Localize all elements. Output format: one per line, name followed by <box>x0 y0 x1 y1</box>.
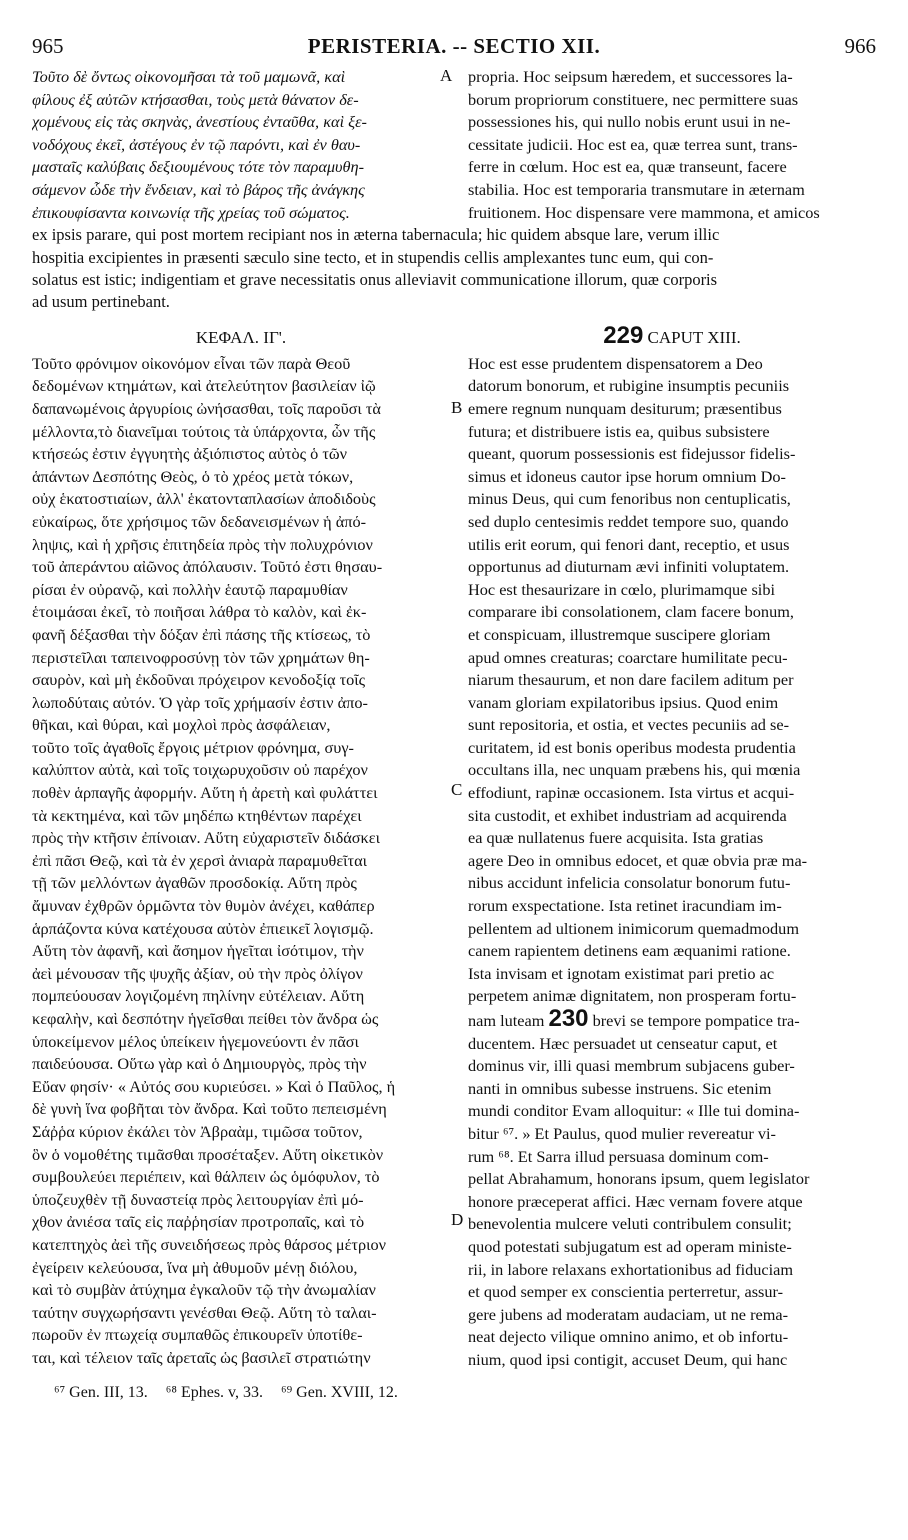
latin-body-column <box>468 353 876 1372</box>
greek-text-line: ποθὲν ἁρπαγῆς ἀφορμήν. Αὕτη ἡ ἀρετὴ καὶ φυλάττει <box>32 783 378 803</box>
latin-text-line: borum propriorum constituere, nec permittere suas <box>468 89 799 109</box>
latin-text-line: benevolentia mulcere veluti contribulem consulit; <box>468 1214 792 1234</box>
greek-text-line: χθον ἀνιέσα ταῖς εἰς παῤῥησίαν προτροπαῖς, καὶ τὸ <box>32 1212 365 1232</box>
greek-text-line: νοδόχους ἐκεῖ, ἀστέγους ἐν τῷ παρόντι, καὶ ἐν θαυ- <box>32 134 361 154</box>
latin-text-line: neat dejecto vilique omnino animo, et ob infortu- <box>468 1327 789 1347</box>
latin-text-line: comparare ibi consolationem, clam facere bonum, <box>468 602 794 622</box>
greek-text-line: τοῦτο τοῖς ἀγαθοῖς ἔργοις μέτριον φρόνημα, συγ- <box>32 737 354 757</box>
greek-text-line: τοῦ ἀπεράντου αἰῶνος ἀπόλαυσιν. Τοῦτό ἐστι θησαυ- <box>32 557 383 577</box>
top-two-column-block <box>32 66 876 224</box>
latin-text-line: futura; et distribuere istis ea, quibus subsistere <box>468 421 770 441</box>
latin-text-line: nam luteam 230 brevi se tempore pompatice tra- <box>468 1008 876 1033</box>
latin-text-line: ea quæ nullatenus fuere acquisita. Ista gratias <box>468 828 764 848</box>
greek-text-line: ὑποζευχθὲν τῇ δυναστείᾳ πρὸς λειτουργίαν ἐπὶ μό- <box>32 1189 364 1209</box>
latin-text-line: quod potestati subjugatum est ad operam ministe- <box>468 1236 792 1256</box>
footnote-68: ⁶⁸ Ephes. v, 33. <box>165 1383 264 1401</box>
latin-full-width-line: hospitia excipientes in præsenti sæculo sine tecto, et in stupendis cellis amplexantes tunc eum, qui con- <box>32 247 714 267</box>
column-number-230: 230 <box>548 1008 589 1032</box>
footnote-67: ⁶⁷ Gen. III, 13. <box>54 1383 148 1401</box>
latin-text-line: apud omnes creaturas; coarctare humilitate pecu- <box>468 647 788 667</box>
latin-text-line: rorum exspectatione. Ista retinet iracundiam im- <box>468 896 782 916</box>
latin-text-line: fruitionem. Hoc dispensare vere mammona, et amicos <box>468 202 820 222</box>
latin-text-line: et quod semper ex conscientia perterretur, assur- <box>468 1282 784 1302</box>
greek-text-line: καλύπτον αὐτὰ, καὶ τοῖς τοιχωρυχοῦσιν οὐ παρέχον <box>32 760 368 780</box>
greek-text-line: καὶ τὸ συμβὰν ἀτύχημα ἐγκαλοῦν τῷ τὴν ἀνωμαλίαν <box>32 1280 376 1300</box>
greek-text-line: κτήσεώς ἐστιν ἐγγυητὴς ἀξιόπιστος αὐτὸς ὁ τῶν <box>32 444 347 464</box>
greek-text-line: Τοῦτο φρόνιμον οἰκονόμον εἶναι τῶν παρὰ Θεοῦ <box>32 353 351 373</box>
latin-text-line: ducentem. Hæc persuadet ut censeatur caput, et <box>468 1033 778 1053</box>
latin-top-column <box>468 66 876 224</box>
greek-text-line: Τοῦτο δὲ ὄντως οἰκονομῆσαι τὰ τοῦ μαμωνᾶ, καὶ <box>32 67 346 86</box>
greek-text-line: ἀεὶ μένουσαν τῆς ψυχῆς ἀξίαν, οὐ τὴν πρὸς ὀλίγον <box>32 963 363 983</box>
latin-text-line: Hoc est thesaurizare in cœlo, plurimamque sibi <box>468 579 775 599</box>
latin-text-line: bitur ⁶⁷. » Et Paulus, quod mulier revereatur vi- <box>468 1123 776 1143</box>
greek-text-line: ἑτοιμάσαι ἐκεῖ, τὸ ποιῆσαι λάθρα τὸ καλὸν, καὶ ἐκ- <box>32 602 367 622</box>
footnote-69: ⁶⁹ Gen. XVIII, 12. <box>281 1383 398 1401</box>
greek-text-line: ἐπὶ πᾶσι Θεῷ, καὶ τὰ ἐν χερσὶ ἀνιαρὰ παραμυθεῖται <box>32 850 367 870</box>
greek-text-line: χομένους εἰς τὰς σκηνὰς, ἀνεστίους ἐνταῦθα, καὶ ξε- <box>32 112 367 132</box>
greek-text-line: τὰ κεκτημένα, καὶ τῶν μηδέπω κτηθέντων παρέχει <box>32 805 362 825</box>
greek-text-line: δὲ γυνὴ ἵνα φοβῆται τὸν ἄνδρα. Καὶ τοῦτο πεπεισμένη <box>32 1099 387 1119</box>
latin-text-line: Ista invisam et ignotam existimat pari pretio ac <box>468 963 775 983</box>
running-title: PERISTERIA. -- SECTIO XII. <box>307 34 601 58</box>
chapter-heading-row <box>32 322 876 350</box>
greek-chapter-heading: ΚΕΦΑΛ. ΙΓ'. <box>195 327 287 347</box>
greek-body-column <box>32 353 450 1372</box>
margin-marker-d: D <box>451 1210 464 1229</box>
latin-text-line: nium, quod ipsi contigit, accuset Deum, qui hanc <box>468 1349 788 1369</box>
greek-text-line: ταύτην συγχωρήσαντι γενέσθαι Θεῷ. Αὕτη τὸ ταλαι- <box>32 1302 377 1322</box>
latin-text-line: ferre in cœlum. Hoc est ea, quæ transeunt, facere <box>468 157 787 177</box>
latin-text-line: pellentem ad ultionem inimicorum quemadmodum <box>468 918 799 938</box>
margin-marker-c: C <box>451 780 463 799</box>
greek-text-line: πρὸς τὴν κτῆσιν ἐπίνοιαν. Αὕτη εὐχαριστεῖν διδάσκει <box>32 828 380 848</box>
latin-text-line: rii, in labore relaxans exhortationibus ad fiduciam <box>468 1259 794 1279</box>
latin-text-line: curitatem, id est bonis operibus modesta prudentia <box>468 737 796 757</box>
latin-text-line: gere jubens ad moderatam audaciam, ut ne rema- <box>468 1304 789 1324</box>
latin-text-line: propria. Hoc seipsum hæredem, et successores la- <box>468 67 793 86</box>
latin-chapter-heading: CAPUT XIII. <box>647 327 741 347</box>
greek-text-line: παιδεύουσα. Οὕτω γὰρ καὶ ὁ Δημιουργὸς, πρὸς τὴν <box>32 1054 367 1074</box>
greek-text-line: δεδομένων κτημάτων, καὶ ἀτελεύτητον βασιλείαν ἰῷ <box>32 376 376 396</box>
latin-chapter-heading-group <box>468 322 876 350</box>
latin-full-width-line: solatus est istic; indigentiam et grave necessitatis onus alleviavit communicatione illorum, quæ corporis <box>32 269 718 289</box>
latin-text-line: opportunus ad diuturnam ævi infiniti voluptatem. <box>468 557 790 577</box>
greek-text-line: σάμενον ὧδε τὴν ἔνδειαν, καὶ τὸ βάρος τῆς ἀνάγκης <box>32 179 365 199</box>
greek-text-line: ρίσαι ἐν οὐρανῷ, καὶ πολλὴν ἑαυτῷ παραμυθίαν <box>32 579 348 599</box>
greek-text-line: ὑποκείμενον μέλος ὑπείκειν ἡγεμονεύοντι ἐν πᾶσι <box>32 1031 359 1051</box>
greek-text-line: Εὔαν φησίν· « Αὐτός σου κυριεύσει. » Καὶ ὁ Παῦλος, ἡ <box>32 1076 396 1096</box>
margin-marker-a: A <box>440 66 453 85</box>
running-header <box>32 34 876 64</box>
greek-text-line: τῇ τῶν μελλόντων ἀγαθῶν προσδοκίᾳ. Αὕτη πρὸς <box>32 873 357 893</box>
full-width-latin-block <box>32 224 876 314</box>
latin-text-line: emere regnum nunquam desiturum; præsentibus <box>468 398 782 418</box>
greek-text-line: Σάῤῥα κύριον ἐκάλει τὸν Ἀβραὰμ, τιμῶσα τοῦτον, <box>32 1121 363 1141</box>
greek-text-line: κατεπτηχὸς ἀεὶ τῆς συνειδήσεως πρὸς θάρσος μέτριον <box>32 1234 386 1254</box>
greek-text-line: δαπανωμένοις ἀργυρίοις ὠνήσασθαι, τοῖς παροῦσι τὰ <box>32 398 381 418</box>
latin-full-width-line: ex ipsis parare, qui post mortem recipiant nos in æterna tabernacula; hic quidem absque lare, verum illic <box>32 225 720 245</box>
greek-text-line: ἐπικουφίσαντα κοινωνίᾳ τῆς χρείας τοῦ σώματος. <box>32 202 350 222</box>
greek-text-line: μασταῖς καλύβαις δεξιουμένους τότε τὸν παραμυθη- <box>32 157 365 177</box>
greek-text-line: λωποδύταις αὐτόν. Ὁ γὰρ τοῖς χρήμασίν ἐστιν ἀπο- <box>32 692 368 712</box>
latin-text-line: possessiones his, qui nullo nobis erunt usui in ne- <box>468 112 791 132</box>
latin-text-line: minus Deus, qui cum fenoribus non centuplicatis, <box>468 489 791 509</box>
greek-text-line: ἄμυναν ἐχθρῶν ὁρμῶντα τὸν θυμὸν ἀνέχει, καθάπερ <box>32 896 375 916</box>
latin-text-line: cessitate judicii. Hoc est ea, quæ terrea sunt, trans- <box>468 134 798 154</box>
left-page-number: 965 <box>32 34 64 58</box>
column-number-229: 229 <box>603 321 644 349</box>
latin-text-line: sunt repositoria, et ostia, et vectes pecuniis ad se- <box>468 715 790 735</box>
latin-text-line: Hoc est esse prudentem dispensatorem a Deo <box>468 353 763 373</box>
greek-text-line: σαυρὸν, καὶ μὴ ἐκδοῦναι πρόχειρον κενοδοξίᾳ τοῖς <box>32 670 366 690</box>
latin-text-line: stabilia. Hoc est temporaria transmutare in æternam <box>468 179 805 199</box>
greek-text-line: μέλλοντα,τὸ διανεῖμαι τούτοις τὰ ὑπάρχοντα, ὧν τῆς <box>32 421 376 441</box>
latin-text-line: et conspicuam, illustremque suscipere gloriam <box>468 624 771 644</box>
greek-text-line: ἁπάντων Δεσπότης Θεὸς, ὁ τὸ χρέος μετὰ τόκων, <box>32 466 354 486</box>
latin-text-line: canem rapientem detinens eam æquanimi ratione. <box>468 941 791 961</box>
latin-text-line: perpetem animæ dignitatem, non prosperam fortu- <box>468 986 797 1006</box>
latin-text-line: nanti in omnibus subesse instruens. Sic etenim <box>468 1078 772 1098</box>
greek-text-line: φανῆ δέξασθαι τὴν δόξαν ἐπὶ πάσης τῆς κτίσεως, τὸ <box>32 624 371 644</box>
greek-text-line: ὃν ὁ νομοθέτης τιμᾶσθαι προσέταξεν. Αὕτη οἰκετικὸν <box>32 1144 384 1164</box>
latin-text-line: pellat Abrahamum, honorans ipsum, quem legislator <box>468 1169 810 1189</box>
latin-text-line: niarum thesaurum, et non dare facilem aditum per <box>468 670 794 690</box>
greek-text-line: συμβουλεύει περιέπειν, καὶ θάλπειν ὡς ὁμόφυλον, τὸ <box>32 1167 380 1187</box>
greek-text-line: κεφαλὴν, καὶ δεσπότην ἡγεῖσθαι πείθει τὸν ἄνδρα ὡς <box>32 1009 379 1028</box>
greek-text-line: οὐχ ἑκατοστιαίων, ἀλλ' ἑκατονταπλασίων ἀποδιδοὺς <box>32 489 376 509</box>
latin-text-line: vanam gloriam expilatoribus ipsius. Quod enim <box>468 692 779 712</box>
greek-text-line: Αὕτη τὸν ἀφανῆ, καὶ ἄσημον ἡγεῖται ἰσότιμον, τὴν <box>32 941 364 961</box>
greek-text-line: ται, καὶ τέλειον ταῖς ἀρεταῖς ὡς βασιλεῖ στρατιώτην <box>32 1347 371 1367</box>
greek-top-column <box>32 66 453 224</box>
greek-text-line: θῆκαι, καὶ θύραι, καὶ μοχλοὶ πρὸς ἀσφάλειαν, <box>32 715 331 735</box>
margin-marker-b: B <box>451 398 463 417</box>
greek-text-line: εὐκαίρως, ὅτε χρήσιμος τῶν δεδανεισμένων ἡ ἀπό- <box>32 511 367 531</box>
latin-text-line: queant, quorum possessionis est fidejussor fidelis- <box>468 444 796 464</box>
latin-text-line: simus et idoneus cautor ipse horum omnium Do- <box>468 466 786 486</box>
greek-text-line: ληψις, καὶ ἡ χρῆσις ἐπιτηδεία πρὸς τὴν πολυχρόνιον <box>32 534 373 554</box>
greek-text-line: πομπεύουσαν λογιζομένη πηλίνην εὐτέλειαν. Αὕτη <box>32 986 365 1006</box>
greek-text-line: φίλους ἐξ αὐτῶν κτήσασθαι, τοὺς μετὰ θάνατον δε- <box>32 89 359 109</box>
greek-text-line: ἐγείρειν κελεύουσα, ἵνα μὴ ἀθυμοῦν μένῃ διόλου, <box>32 1257 358 1277</box>
latin-text-line: dominus vir, illi quasi membrum subjacens guber- <box>468 1056 795 1076</box>
footnotes <box>32 1384 876 1402</box>
latin-text-line: agere Deo in omnibus edocet, et quæ obvia præ ma- <box>468 850 808 870</box>
right-page-number: 966 <box>844 34 876 58</box>
latin-text-line: mundi conditor Evam alloquitur: « Ille tui domina- <box>468 1101 800 1121</box>
greek-text-line: πωροῦν ἐν πτωχείᾳ συμπαθῶς ἐπικουρεῖν ὑποτίθε- <box>32 1325 363 1345</box>
greek-text-line: περιστεῖλαι ταπεινοφροσύνῃ τὸν τῶν χρημάτων θη- <box>32 647 370 667</box>
latin-text-line: honore præceperat affici. Hæc vernam fovere atque <box>468 1191 803 1211</box>
latin-full-width-line: ad usum pertinebant. <box>32 292 170 312</box>
latin-text-line: sed duplo centesimis reddet tempore suo, quando <box>468 511 789 531</box>
latin-text-line: effodiunt, rapinæ occasionem. Ista virtus et acqui- <box>468 783 795 803</box>
latin-text-line: datorum bonorum, et rubigine insumptis pecuniis <box>468 376 790 396</box>
latin-text-line: nibus accidunt infelicia consolatur bonorum futu- <box>468 873 791 893</box>
greek-text-line: ἁρπάζοντα κύνα κατέχουσα αὐτὸν ἐπιεικεῖ λογισμῷ. <box>32 918 374 938</box>
latin-text-line: rum ⁶⁸. Et Sarra illud persuasa dominum com- <box>468 1146 769 1166</box>
latin-text-line: sita custodit, et exhibet industriam ad acquirenda <box>468 805 787 825</box>
latin-text-line: occultans illa, nec unquam præbens his, qui mœnia <box>468 760 801 780</box>
latin-text-line: utilis erit eorum, qui fenori dant, receptio, et usus <box>468 534 790 554</box>
